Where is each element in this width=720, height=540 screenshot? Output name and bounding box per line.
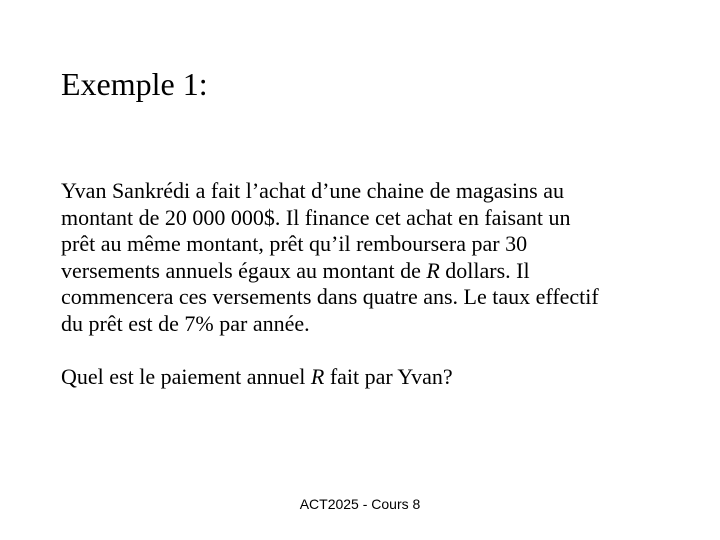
slide-body (61, 178, 681, 390)
text-segment: commencera ces versements dans quatre ans. Le taux effectif (61, 284, 599, 309)
paragraph-line (61, 231, 681, 258)
paragraph-line (61, 205, 681, 232)
text-segment: dollars. Il (439, 257, 530, 283)
variable-r: R (426, 257, 440, 283)
variable-r: R (310, 363, 325, 389)
text-segment: fait par Yvan? (324, 363, 453, 389)
text-segment: du prêt est de 7% par année. (61, 310, 310, 336)
question-line (61, 364, 681, 391)
text-segment: montant de 20 000 000$. Il finance cet achat en faisant un (61, 204, 571, 230)
text-segment: Yvan Sankrédi a fait l’achat d’une chaine de magasins au (61, 178, 564, 203)
text-segment: Quel est le paiement annuel (61, 363, 311, 389)
text-segment: prêt au même montant, prêt qu’il remboursera par 30 (61, 231, 528, 256)
paragraph-line (61, 178, 681, 205)
paragraph-line (61, 311, 681, 338)
text-segment: versements annuels égaux au montant de (61, 257, 427, 283)
slide-title: Exemple 1: (61, 66, 208, 102)
paragraph-line (61, 258, 681, 285)
problem-paragraph (61, 178, 681, 337)
slide-footer: ACT2025 - Cours 8 (299, 496, 421, 512)
paragraph-line (61, 284, 681, 311)
